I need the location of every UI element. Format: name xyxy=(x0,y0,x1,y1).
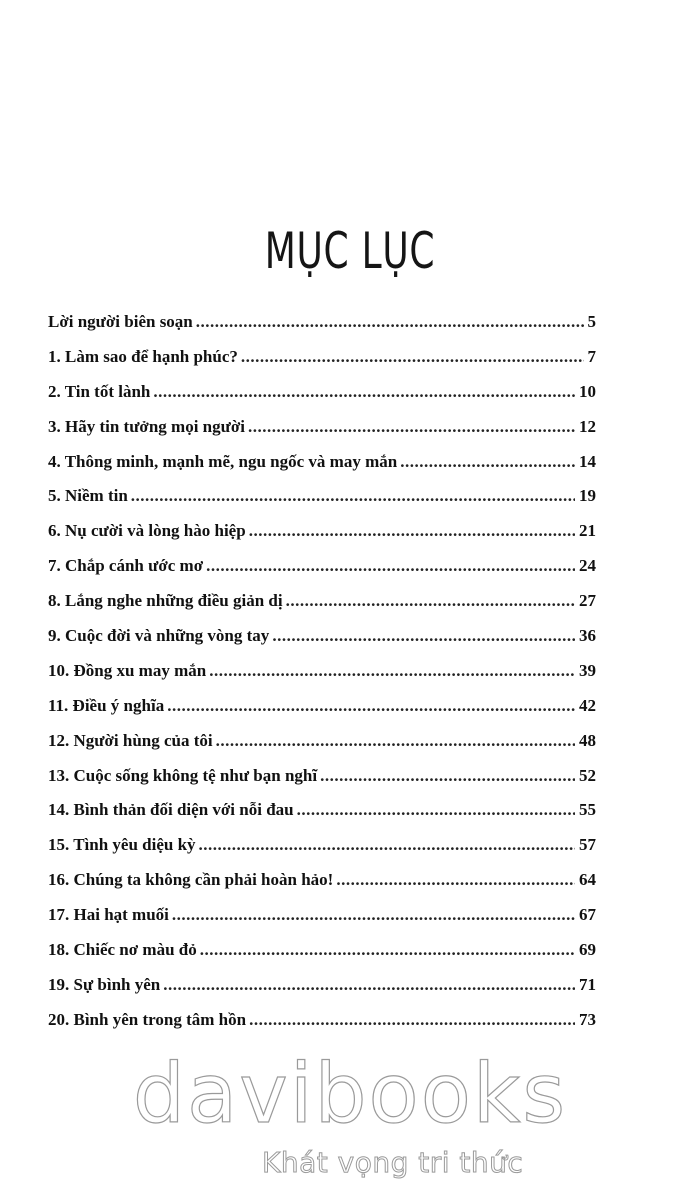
toc-entry-title: 1. Làm sao để hạnh phúc? xyxy=(48,346,238,366)
dot-leader xyxy=(286,591,575,611)
dot-leader xyxy=(196,312,584,332)
toc-entry xyxy=(48,975,596,1010)
toc-entry-page: 10 xyxy=(579,381,596,401)
toc-entry-page: 19 xyxy=(579,486,596,506)
dot-leader xyxy=(249,521,575,541)
toc-entry-title: 16. Chúng ta không cần phải hoàn hảo! xyxy=(48,870,334,890)
dot-leader xyxy=(209,661,575,681)
dot-leader xyxy=(400,452,575,472)
toc-entry-page: 39 xyxy=(579,660,596,680)
toc-entry xyxy=(48,521,596,556)
dot-leader xyxy=(131,486,575,506)
toc-entry xyxy=(48,800,596,835)
publisher-watermark xyxy=(0,1047,700,1179)
toc-entry xyxy=(48,382,596,417)
toc-entry xyxy=(48,905,596,940)
toc-entry xyxy=(48,312,596,347)
toc-entry-page: 73 xyxy=(579,1009,596,1029)
toc-entry-page: 57 xyxy=(579,835,596,855)
toc-entry-page: 36 xyxy=(579,626,596,646)
toc-entry-page: 55 xyxy=(579,800,596,820)
toc-entry-title: 10. Đồng xu may mắn xyxy=(48,660,207,680)
toc-entry xyxy=(48,661,596,696)
dot-leader xyxy=(167,696,575,716)
toc-entry-page: 69 xyxy=(579,940,596,960)
toc-entry xyxy=(48,556,596,591)
dot-leader xyxy=(216,731,575,751)
toc-entry xyxy=(48,452,596,487)
toc-entry xyxy=(48,417,596,452)
toc-entry-page: 48 xyxy=(579,730,596,750)
toc-entry-title: 9. Cuộc đời và những vòng tay xyxy=(48,626,270,646)
dot-leader xyxy=(320,766,575,786)
toc-entry-title: Lời người biên soạn xyxy=(48,312,193,331)
toc-entry-title: 13. Cuộc sống không tệ như bạn nghĩ xyxy=(48,765,318,785)
dot-leader xyxy=(206,556,575,576)
toc-entry-page: 21 xyxy=(579,521,596,541)
toc-entry xyxy=(48,835,596,870)
toc-entry-title: 4. Thông minh, mạnh mẽ, ngu ngốc và may mắn xyxy=(48,451,398,471)
toc-entry-title: 2. Tin tốt lành xyxy=(48,381,151,401)
dot-leader xyxy=(241,347,584,367)
toc-entry-title: 11. Điều ý nghĩa xyxy=(48,695,165,715)
dot-leader xyxy=(199,835,575,855)
toc-entry xyxy=(48,1010,596,1045)
toc-entry-page: 12 xyxy=(579,416,596,436)
dot-leader xyxy=(153,382,575,402)
page-title: MỤC LỤC xyxy=(264,221,436,280)
toc-entry-title: 5. Niềm tin xyxy=(48,486,128,506)
dot-leader xyxy=(200,940,575,960)
toc-entry-page: 52 xyxy=(579,765,596,785)
toc-entry-page: 64 xyxy=(579,870,596,890)
toc-entry-title: 19. Sự bình yên xyxy=(48,974,161,994)
table-of-contents xyxy=(48,312,596,1045)
toc-entry-page: 71 xyxy=(579,974,596,994)
toc-entry-page: 42 xyxy=(579,695,596,715)
toc-entry-title: 18. Chiếc nơ màu đỏ xyxy=(48,940,197,960)
toc-entry-page: 5 xyxy=(587,312,596,331)
dot-leader xyxy=(163,975,575,995)
toc-entry xyxy=(48,626,596,661)
toc-entry-title: 6. Nụ cười và lòng hào hiệp xyxy=(48,521,246,541)
toc-entry xyxy=(48,940,596,975)
toc-entry xyxy=(48,870,596,905)
toc-entry-page: 67 xyxy=(579,905,596,925)
dot-leader xyxy=(297,800,575,820)
toc-entry-title: 17. Hai hạt muối xyxy=(48,905,169,925)
toc-entry xyxy=(48,696,596,731)
toc-entry xyxy=(48,766,596,801)
toc-entry-title: 14. Bình thản đối diện với nỗi đau xyxy=(48,800,294,820)
toc-entry xyxy=(48,591,596,626)
toc-entry-page: 14 xyxy=(579,451,596,471)
dot-leader xyxy=(249,1010,575,1030)
toc-entry-page: 24 xyxy=(579,556,596,576)
dot-leader xyxy=(172,905,575,925)
dot-leader xyxy=(272,626,575,646)
toc-entry-title: 3. Hãy tin tưởng mọi người xyxy=(48,416,245,436)
toc-entry xyxy=(48,347,596,382)
toc-entry-page: 27 xyxy=(579,591,596,611)
toc-entry-title: 8. Lắng nghe những điều giản dị xyxy=(48,591,283,611)
toc-entry xyxy=(48,731,596,766)
toc-entry-title: 15. Tình yêu diệu kỳ xyxy=(48,835,196,855)
toc-entry-title: 12. Người hùng của tôi xyxy=(48,730,213,750)
watermark-tagline: Khát vọng tri thức xyxy=(262,1146,524,1179)
toc-entry xyxy=(48,486,596,521)
watermark-brand: davibooks xyxy=(132,1047,568,1142)
toc-entry-title: 20. Bình yên trong tâm hồn xyxy=(48,1009,247,1029)
dot-leader xyxy=(336,870,575,890)
toc-entry-title: 7. Chắp cánh ước mơ xyxy=(48,556,204,576)
dot-leader xyxy=(248,417,575,437)
toc-entry-page: 7 xyxy=(587,346,596,366)
